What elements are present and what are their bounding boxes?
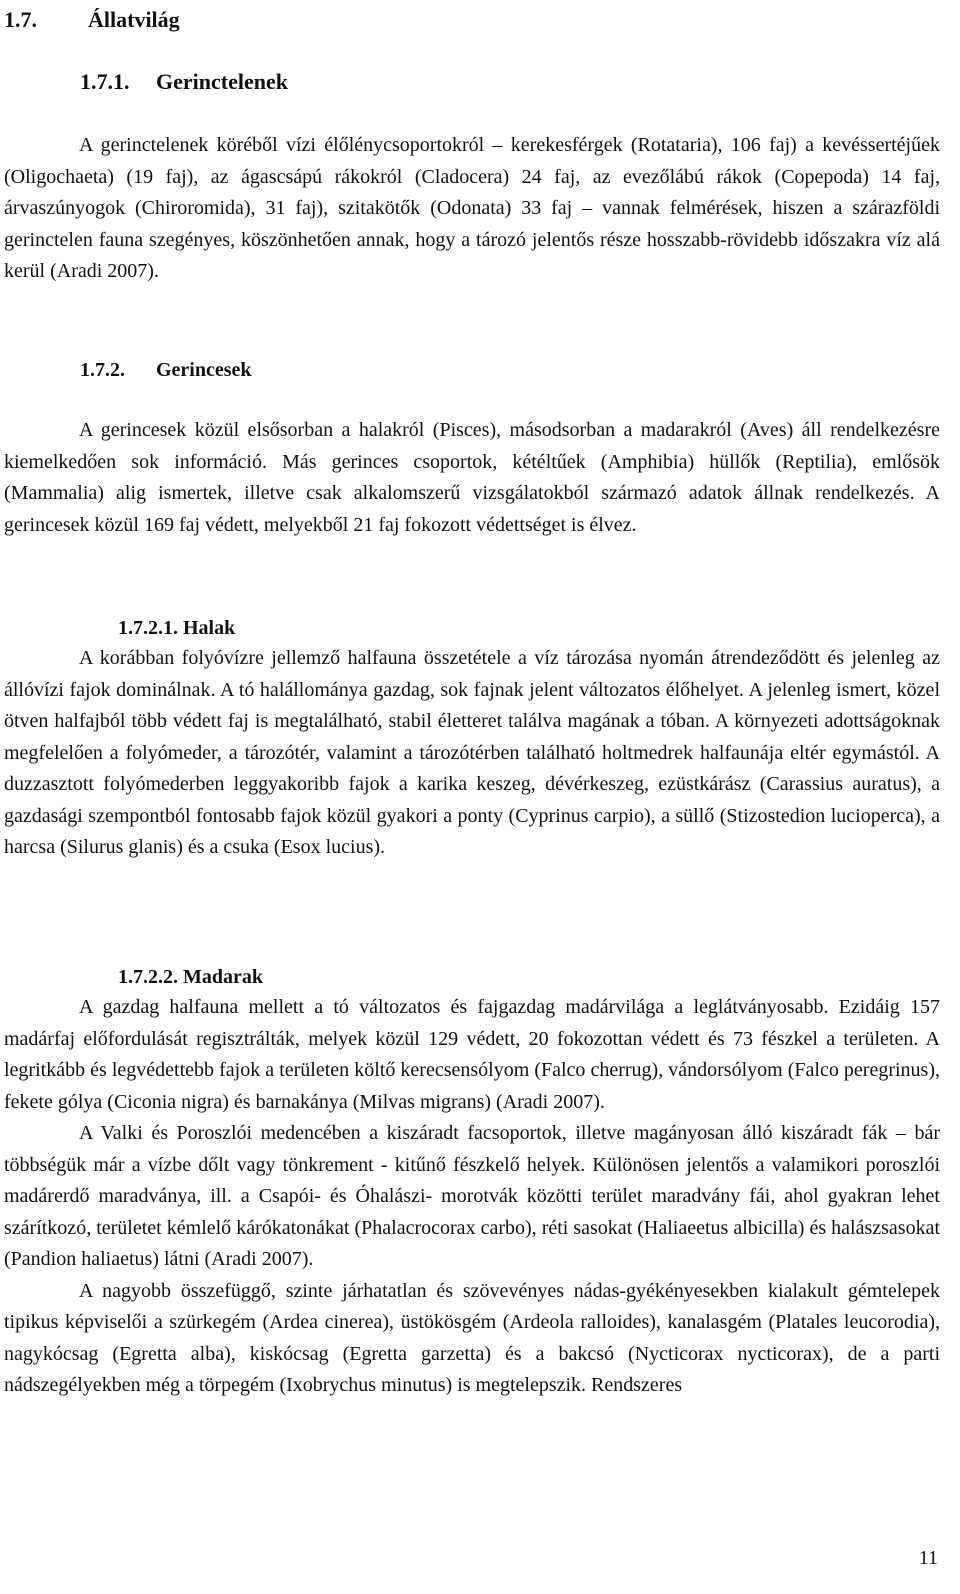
- gerincesek-text: [4, 415, 940, 541]
- subsection-heading-gerinctelenek: [80, 66, 288, 98]
- section-title: Állatvilág: [88, 7, 180, 32]
- subsection-number: 1.7.1.: [80, 69, 130, 94]
- section-heading: [4, 4, 180, 36]
- gerinctelenek-text: [4, 130, 940, 288]
- paragraph: A nagyobb összefüggő, szinte járhatatlan és szövevényes nádas-gyékényesekben kialakult gémtelepek tipikus képviselői a szürkegém (Ardea cinerea), üstökösgém (Ardeola ralloides), kanalasgém (Platales leucorodia), nagykócsag (Egretta alba), kiskócsag (Egretta garzetta) és a bakcsó (Nycticorax nycticorax), de a parti nádszegélyekben még a törpegém (Ixobrychus minutus) is megtelepszik. Rendszeres: [4, 1279, 940, 1396]
- subsection-heading-madarak: 1.7.2.2. Madarak: [118, 966, 263, 988]
- page-number: 11: [918, 1547, 938, 1569]
- madarak-text: [4, 992, 940, 1402]
- subsection-number: 1.7.2.: [80, 359, 125, 381]
- section-number: 1.7.: [4, 7, 37, 32]
- subsection-heading-gerincesek: [80, 355, 252, 385]
- paragraph: A korábban folyóvízre jellemző halfauna összetétele a víz tározása nyomán átrendeződött és jelenleg az állóvízi fajok dominálnak. A tó halállománya gazdag, sok fajnak jelent változatos élőhelyet. A jelenleg ismert, közel ötven halfajból több védett faj is megtalálható, stabil életteret találva magának a tóban. A környezeti adottságoknak megfelelően a folyómeder, a tározótér, valamint a tározótérben található holtmedrek halfaunája eltér egymástól. A duzzasztott folyómederben leggyakoribb fajok a karika keszeg, dévérkeszeg, ezüstkárász (Carassius auratus), a gazdasági szempontból fontosabb fajok közül gyakori a ponty (Cyprinus carpio), a süllő (Stizostedion lucioperca), a harcsa (Silurus glanis) és a csuka (Esox lucius).: [4, 647, 940, 858]
- halak-text: [4, 643, 940, 864]
- paragraph: A gerincesek közül elsősorban a halakról (Pisces), másodsorban a madarakról (Aves) áll rendelkezésre kiemelkedően sok információ. Más gerinces csoportok, kétéltűek (Amphibia) hüllők (Reptilia), emlősök (Mammalia) alig ismertek, illetve csak alkalomszerű vizsgálatokból származó adatok állnak rendelkezés. A gerincesek közül 169 faj védett, melyekből 21 faj fokozott védettséget is élvez.: [4, 419, 940, 536]
- paragraph: A Valki és Poroszlói medencében a kiszáradt facsoportok, illetve magányosan álló kiszáradt fák – bár többségük már a vízbe dőlt vagy tönkrement - kitűnő fészkelő helyek. Különösen jelentős a valamikori poroszlói madárerdő maradványa, ill. a Csapói- és Óhalászi- morotvák közötti terület maradvány fái, ahol gyakran lehet szárítkozó, területet kémlelő kárókatonákat (Phalacrocorax carbo), réti sasokat (Haliaeetus albicilla) és halászsasokat (Pandion haliaetus) látni (Aradi 2007).: [4, 1122, 940, 1270]
- paragraph: A gazdag halfauna mellett a tó változatos és fajgazdag madárvilága a leglátványosabb. Ezidáig 157 madárfaj előfordulását regisztrálták, melyek közül 129 védett, 20 fokozottan védett és 73 fészkel a területen. A legritkább és legvédettebb fajok a területen költő kerecsensólyom (Falco cherrug), vándorsólyom (Falco peregrinus), fekete gólya (Ciconia nigra) és barnakánya (Milvas migrans) (Aradi 2007).: [4, 996, 940, 1113]
- subsection-title: Gerincesek: [156, 359, 252, 381]
- subsection-heading-halak: 1.7.2.1. Halak: [118, 617, 236, 639]
- paragraph: A gerinctelenek köréből vízi élőlénycsoportokról – kerekesférgek (Rotataria), 106 faj) a kevéssertéjűek (Oligochaeta) (19 faj), az ágascsápú rákokról (Cladocera) 24 faj, az evezőlábú rákok (Copepoda) 14 faj, árvaszúnyogok (Chiroromida), 31 faj), szitakötők (Odonata) 33 faj – vannak felmérések, hiszen a szárazföldi gerinctelen fauna szegényes, köszönhetően annak, hogy a tározó jelentős része hosszabb-rövidebb időszakra víz alá kerül (Aradi 2007).: [4, 134, 940, 282]
- subsection-title: Gerinctelenek: [156, 69, 288, 94]
